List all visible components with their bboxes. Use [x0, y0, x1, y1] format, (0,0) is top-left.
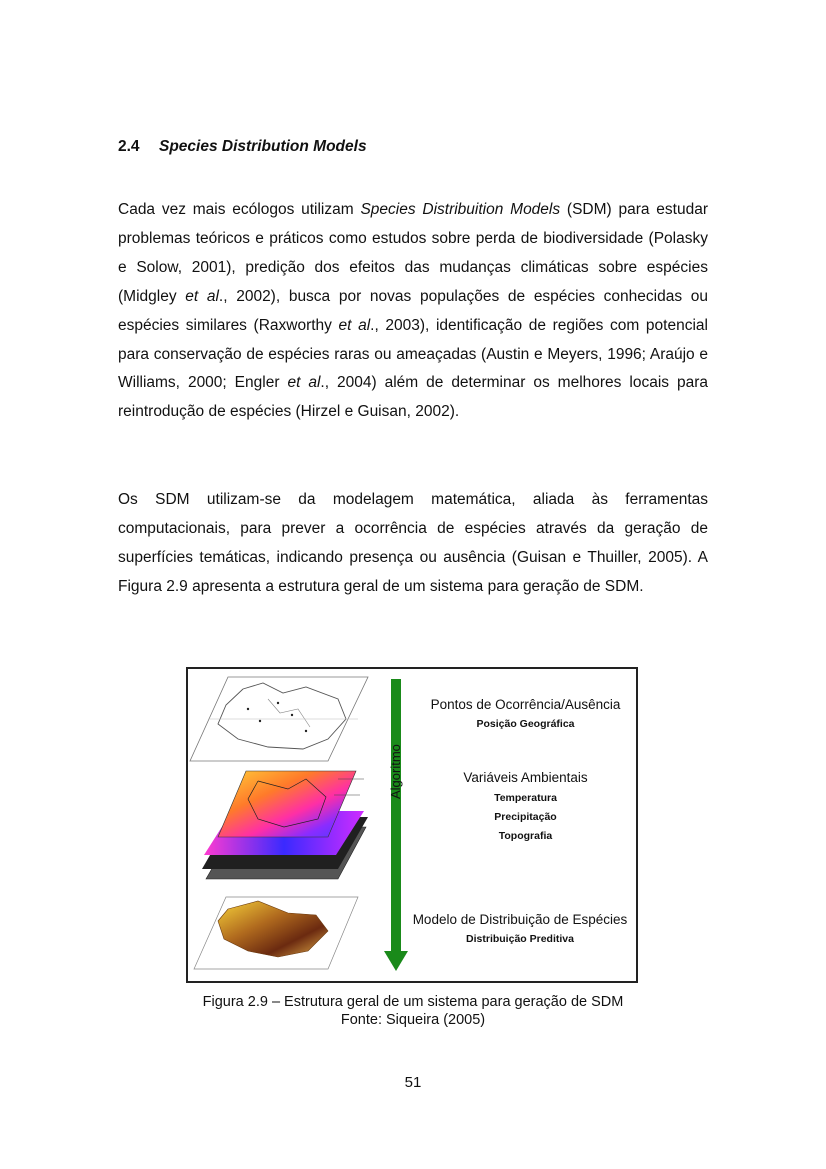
environmental-title: Variáveis Ambientais — [463, 770, 588, 785]
paragraph-1-italic-term: Species Distribuition Models — [360, 201, 561, 218]
predictive-distribution-layer — [194, 897, 358, 969]
environmental-variables-layers — [202, 771, 368, 879]
environmental-block — [418, 770, 633, 842]
paragraph-1-italic-etal: et al — [185, 287, 219, 305]
environmental-item: Precipitação — [494, 811, 557, 823]
environmental-item: Topografia — [498, 830, 553, 842]
paragraph-1-text: ., 2003), identificação de regiões com potencial para conservação de espécies raras ou ameaçadas (Austin e Meyers, 1996; Araújo e Williams, 2000; Engler — [118, 316, 708, 392]
model-block — [404, 912, 636, 945]
section-title: Species Distribution Models — [159, 138, 367, 155]
section-number: 2.4 — [118, 138, 140, 155]
paragraph-1-text: Cada vez mais ecólogos utilizam — [118, 201, 361, 218]
paragraph-1-text: ., 2004) além de determinar os melhores locais para reintrodução de espécies (Hirzel e Guisan, 2002). — [118, 374, 708, 421]
paragraph-2: Os SDM utilizam-se da modelagem matemática, aliada às ferramentas computacionais, para prever a ocorrência de espécies através da geração de superfícies temáticas, indicando presença ou ausência (Guisan e Thuiller, 2005). A Figura 2.9 apresenta a estrutura geral de um sistema para geração de SDM. — [118, 491, 708, 595]
paragraph-1-text: (SDM) para estudar problemas teóricos e práticos como estudos sobre perda de biodiversidade (Polasky e Solow, 2001), predição dos efeitos das mudanças climáticas sobre espécies (Midgley — [118, 201, 708, 305]
model-item: Distribuição Preditiva — [466, 933, 574, 945]
figure-source: Fonte: Siqueira (2005) — [340, 1012, 486, 1028]
model-title: Modelo de Distribuição de Espécies — [412, 912, 628, 927]
section-heading — [118, 138, 367, 156]
paragraph-1-text: ., 2002), busca por novas populações de espécies conhecidas ou espécies similares (Raxworthy — [118, 287, 708, 334]
occurrence-map-layer — [190, 677, 368, 761]
figure-caption: Figura 2.9 – Estrutura geral de um sistema para geração de SDM — [202, 994, 624, 1010]
environmental-item: Temperatura — [494, 792, 557, 804]
paragraph-1-italic-etal: et al — [338, 316, 371, 334]
paragraph-1 — [118, 196, 708, 427]
page-number: 51 — [404, 1074, 422, 1091]
occurrence-title: Pontos de Ocorrência/Ausência — [430, 697, 621, 712]
occurrence-item: Posição Geográfica — [476, 718, 575, 730]
algorithm-label: Algoritmo — [388, 744, 403, 799]
paragraph-1-italic-etal: et al — [287, 374, 321, 392]
figure-sdm-structure — [186, 667, 638, 983]
occurrence-block — [418, 697, 633, 730]
